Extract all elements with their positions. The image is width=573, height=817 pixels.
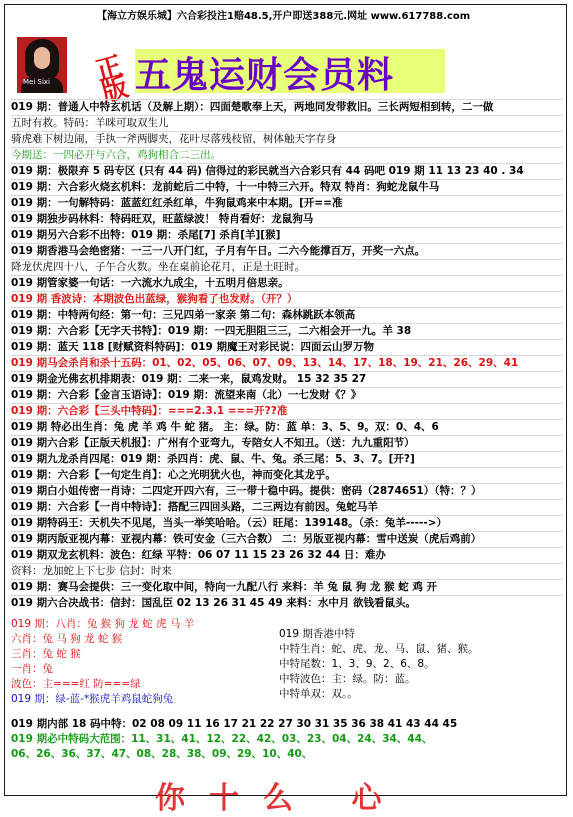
hk-special-line: 中特单双：双。。 — [279, 688, 358, 700]
content-line: 019 期：普通人中特玄机话（及解上期）：四面楚歌奉上天，两地同发带救旧。三长两短相到转，二一做 — [11, 99, 563, 115]
content-line: 019 期：极限弃 5 码专区 (只有 44 码) 信得过的彩民就当六合彩只有 44 码吧 019 期 11 13 23 40 . 34 — [11, 163, 563, 179]
zheng-badge: 正版 — [92, 51, 132, 109]
document-page — [4, 4, 567, 816]
prediction-line: 三肖：兔 蛇 猴 — [11, 648, 81, 660]
content-line: 骑虎难下树边闹，手执一斧两脚夹，花叶尽落残枝留，树体触天字存身 — [11, 131, 563, 147]
content-line: 019 期香港马会绝密猪：一三一八开门红，子月有午日。二六今能撑百万，开奖一六点。 — [11, 243, 563, 259]
content-line: 019 期独步码林料：特码旺双，旺蓝绿波！ 特肖看好：龙鼠狗马 — [11, 211, 563, 227]
hk-special-line: 中特尾数：1、3、9、2、6、8。 — [279, 658, 435, 670]
content-line: 019 期：蓝天 118 [财赋资料特码]：019 期魔王对彩民说：四面云山罗万物 — [11, 339, 563, 355]
code-line: 019 期内部 18 码中特：02 08 09 11 16 17 21 22 27 30 31 35 36 38 41 43 44 45 — [11, 718, 458, 730]
content-line: 019 期：六合彩【金言玉语诗】：019 期：流望来南（北）一七发财《？》 — [11, 387, 563, 403]
hk-special-line: 中特生肖：蛇、虎、龙、马、鼠、猪、猴。 — [279, 643, 479, 655]
content-line: 019 期另六合彩不出特：019 期：杀尾[7] 杀肖[羊][猴] — [11, 227, 563, 243]
content-line: 019 期丙版亚视内幕：亚视内幕：铁可安金（三六合数） 二：另版亚视内幕：雪中送炭（虎后鸡前） — [11, 531, 563, 547]
content-lines — [11, 99, 563, 611]
prediction-line: 六肖：兔 马 狗 龙 蛇 猴 — [11, 633, 123, 645]
content-line: 019 期马会杀肖和杀十五码：01、02、05、06、07、09、13、14、17、18、19、21、26、29、41 — [11, 355, 563, 371]
content-line: 019 期金光佛玄机排期表：019 期：二来一来，鼠鸡发财。 15 32 35 27 — [11, 371, 563, 387]
top-ad-banner[interactable]: 【海立方娱乐城】六合彩投注1赔48.5,开户即送388元.网址 www.617788.com — [97, 11, 471, 22]
hk-special-line: 019 期香港中特 — [279, 628, 355, 640]
portrait-face — [34, 47, 50, 69]
hk-special-line: 中特波色：主：绿。防：蓝。 — [279, 673, 416, 685]
bottom-left-block — [11, 617, 271, 707]
content-line: 今期送：一四必开与六合，鸡狗相合二三出。 — [11, 147, 563, 163]
content-line: 019 期 特必出生肖：兔 虎 羊 鸡 牛 蛇 猪。 主：绿。防：蓝 单：3、5、9。双：0、4、6 — [11, 419, 563, 435]
footer-fragment: 你十么 心 — [155, 781, 406, 816]
portrait-caption: Mei Sixi — [23, 78, 50, 86]
prediction-line: 019 期：绿-蓝-*猴虎羊鸡鼠蛇狗兔 — [11, 693, 174, 705]
prediction-line: 波色：主===红 防===绿 — [11, 678, 141, 690]
bottom-right-block — [279, 627, 559, 702]
content-line: 019 期：赛马会提供：三一变化取中间，特向一九配八行 来料：羊 兔 鼠 狗 龙 猴 蛇 鸡 开 — [11, 579, 563, 595]
content-line: 019 期：中特两句经：第一句：三兄四弟一家亲 第二句：森林跳跃本领高 — [11, 307, 563, 323]
content-line: 019 期 香波诗：本期波色出蓝绿，猴狗看了也发财。（开？） — [11, 291, 563, 307]
content-line: 资料：龙加蛇上下七步 信封：时来 — [11, 563, 563, 579]
content-line: 019 期双龙玄机料：波色：红绿 平特：06 07 11 15 23 26 32 44 日：难办 — [11, 547, 563, 563]
content-line: 019 期六合彩【正版天机报】：广州有个亚弯九，专陪女人不知丑。（送：九九重阳节） — [11, 435, 563, 451]
content-line: 019 期：一句解特码：蓝蓝红红杀红单，牛狗鼠鸡来中本期。[开==准 — [11, 195, 563, 211]
content-line: 019 期特码王：天机失不见尾，当头一举笑哈哈。（云）旺尾：139148。（杀：兔羊----->） — [11, 515, 563, 531]
content-line: 019 期：六合彩【无字天书特】：019 期：一四无胆阻三三，二六相会开一九。羊 38 — [11, 323, 563, 339]
content-line: 019 期六合决战书：信封：国乱臣 02 13 26 31 45 49 来料：水中月 欲钱看鼠头。 — [11, 595, 563, 611]
code-line: 019 期必中特码大范围：11、31、41、12、22、42、03、23、04、24、34、44、 — [11, 733, 433, 745]
content-line: 019 期白小姐传密一肖诗：二四定开四六有，三一带十稳中码。提供：密码（2874651）（特：？） — [11, 483, 563, 499]
content-line: 019 期管家婆一句话：一六流水九成尘，十五明月倍思亲。 — [11, 275, 563, 291]
content-line: 019 期：六合彩【一句定生肖】：心之光明犹火也，神而变化其龙乎。 — [11, 467, 563, 483]
codes-block — [11, 717, 563, 762]
content-line: 019 期九龙杀肖四尾：019 期：杀四肖：虎、鼠、牛、兔。杀三尾：5、3、7。[开?] — [11, 451, 563, 467]
code-line: 06、26、36、37、47、08、28、38、09、29、10、40、 — [11, 748, 313, 760]
content-line: 019 期：六合彩火烧玄机料：龙前蛇后二中特，十一中特三六开。特双 特肖：狗蛇龙鼠牛马 — [11, 179, 563, 195]
content-line: 降龙伏虎四十八，子午合火数。坐在桌前论花月，正是土旺时。 — [11, 259, 563, 275]
page-title: 五鬼运财会员料 — [135, 55, 395, 96]
content-line: 五时有救。特码：羊咪可取双生儿 — [11, 115, 563, 131]
content-line: 019 期：六合彩【一肖中特诗】：搭配三四回头路，二三两边有前因。兔蛇马羊 — [11, 499, 563, 515]
prediction-line: 019 期：八肖：兔 猴 狗 龙 蛇 虎 马 羊 — [11, 618, 195, 630]
prediction-line: 一肖：兔 — [11, 663, 53, 675]
content-line: 019 期：六合彩【三头中特码】：===2.3.1 ===开??准 — [11, 403, 563, 419]
